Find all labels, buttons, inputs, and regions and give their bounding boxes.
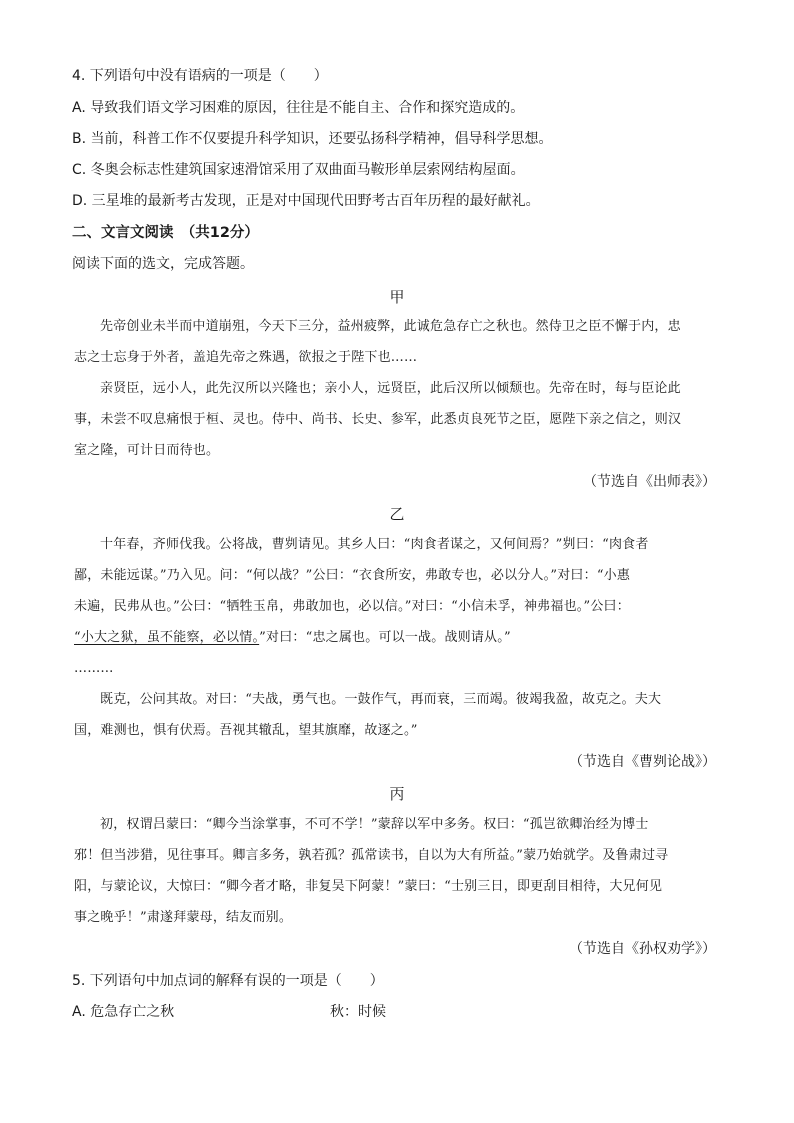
- passage-jia-line: 室之隆，可计日而待也。: [74, 443, 220, 458]
- passage-yi-line: 十年春，齐师伐我。公将战，曹刿请见。其乡人曰：“肉食者谋之，又何间焉？”刿曰：“肉食者: [100, 537, 649, 552]
- passage-yi-ellipsis: ………: [74, 661, 114, 676]
- section-title: 二、文言文阅读 （共12分）: [72, 225, 259, 241]
- q5-stem: 5. 下列语句中加点词的解释有误的一项是（ ）: [72, 973, 384, 989]
- passage-yi-line: 既克，公问其故。对曰：“夫战，勇气也。一鼓作气，再而衰，三而竭。彼竭我盈，故克之。夫大: [100, 692, 662, 707]
- passage-yi-line: 国，难测也，惧有伏焉。吾视其辙乱，望其旗靡，故逐之。”: [74, 723, 418, 738]
- passage-jia-line: 先帝创业未半而中道崩殂，今天下三分，益州疲弊，此诚危急存亡之秋也。然侍卫之臣不懈于内，忠: [100, 319, 681, 334]
- underlined-sentence: “小大之狱，虽不能察，必以情。: [74, 630, 260, 645]
- passage-jia-line: 亲贤臣，远小人，此先汉所以兴隆也；亲小人，远贤臣，此后汉所以倾颓也。先帝在时，每与臣论此: [100, 381, 681, 396]
- passage-bing-line: 初，权谓吕蒙曰：“卿今当涂掌事，不可不学！”蒙辞以军中多务。权曰：“孤岂欲卿治经为博士: [100, 817, 649, 832]
- q4-option-a: A. 导致我们语文学习困难的原因，往往是不能自主、合作和探究造成的。: [72, 100, 525, 116]
- passage-yi-title: 乙: [389, 505, 405, 523]
- section-instruction: 阅读下面的选文，完成答题。: [72, 256, 254, 272]
- passage-jia-title: 甲: [389, 288, 405, 306]
- passage-bing-source: （节选自《孙权劝学》）: [569, 941, 716, 957]
- passage-bing-title: 丙: [389, 785, 405, 803]
- passage-bing-line: 邪！但当涉猎，见往事耳。卿言多务，孰若孤？孤常读书，自以为大有所益。”蒙乃始就学。及鲁肃过寻: [74, 848, 669, 863]
- passage-bing-line: 事之晚乎！”肃遂拜蒙母，结友而别。: [74, 910, 293, 925]
- q4-stem: 4. 下列语句中没有语病的一项是（ ）: [72, 68, 328, 84]
- q4-option-c: C. 冬奥会标志性建筑国家速滑馆采用了双曲面马鞍形单层索网结构屋面。: [72, 162, 525, 178]
- passage-jia-line: 事，未尝不叹息痛恨于桓、灵也。侍中、尚书、长史、参军，此悉贞良死节之臣，愿陛下亲之信之，则汉: [74, 412, 682, 427]
- passage-jia-source: （节选自《出师表》）: [583, 474, 716, 490]
- q5-option-a: A. 危急存亡之秋: [72, 1004, 175, 1020]
- passage-yi-line-rest: ”对曰：“忠之属也。可以一战。战则请从。”: [259, 630, 511, 645]
- passage-bing-line: 阳，与蒙论议，大惊曰：“卿今者才略，非复吴下阿蒙！”蒙曰：“士别三日，即更刮目相待，大兄何见: [74, 879, 663, 894]
- passage-yi-line: 未遍，民弗从也。”公曰：“牺牲玉帛，弗敢加也，必以信。”对曰：“小信未孚，神弗福也。”公曰：: [74, 599, 630, 614]
- q4-option-b: B. 当前，科普工作不仅要提升科学知识，还要弘扬科学精神，倡导科学思想。: [72, 131, 553, 147]
- passage-jia-line: 志之士忘身于外者，盖追先帝之殊遇，欲报之于陛下也……: [74, 350, 418, 365]
- passage-yi-line: [74, 628, 511, 648]
- passage-yi-line: 鄙，未能远谋。”乃入见。问：“何以战？”公曰：“衣食所安，弗敢专也，必以分人。”对曰：“小惠: [74, 568, 631, 583]
- q5-option-a-gloss: 秋：时候: [330, 1004, 386, 1020]
- passage-yi-source: （节选自《曹刿论战》）: [569, 754, 716, 770]
- q4-option-d: D. 三星堆的最新考古发现，正是对中国现代田野考古百年历程的最好献礼。: [72, 193, 540, 209]
